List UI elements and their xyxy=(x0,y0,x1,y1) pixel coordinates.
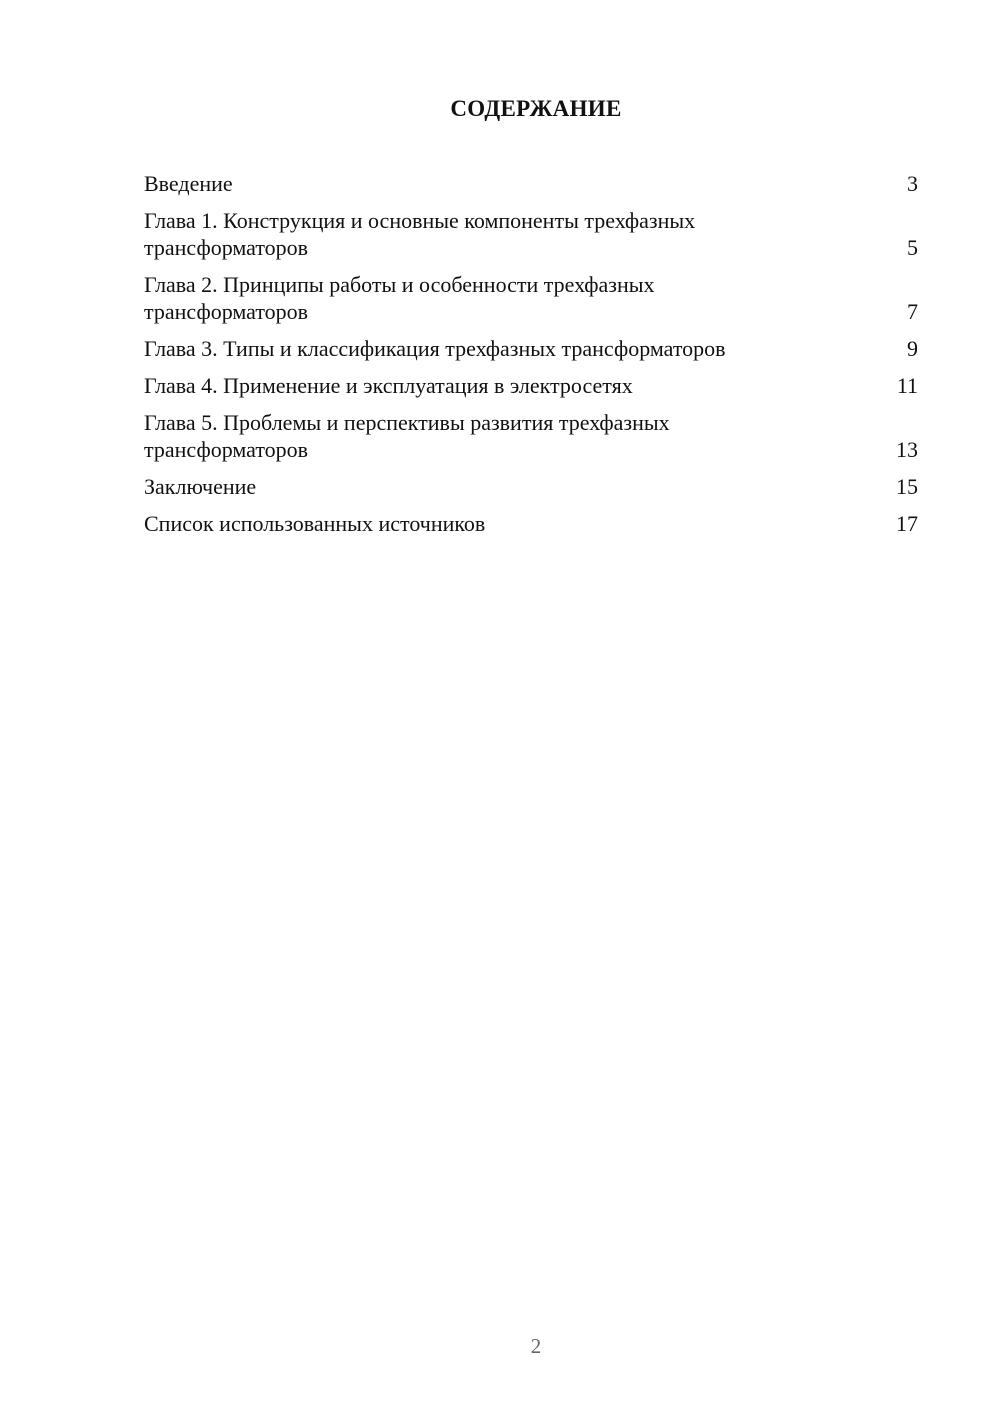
toc-entry-page: 17 xyxy=(896,511,918,536)
toc-entry-label: Глава 4. Применение и эксплуатация в электросетях xyxy=(144,373,633,398)
toc-entry-chapter-5 xyxy=(144,409,918,463)
toc-entry-label: Глава 3. Типы и классификация трехфазных трансформаторов xyxy=(144,336,726,361)
table-of-contents xyxy=(144,170,918,547)
toc-entry-references xyxy=(144,510,918,537)
page-title: СОДЕРЖАНИЕ xyxy=(450,96,622,121)
toc-entry-chapter-3 xyxy=(144,335,918,362)
toc-entry-page: 3 xyxy=(907,171,918,196)
toc-entry-conclusion xyxy=(144,473,918,500)
toc-entry-page: 13 xyxy=(896,437,918,462)
toc-entry-page: 5 xyxy=(907,235,918,260)
toc-entry-label: Заключение xyxy=(144,474,257,499)
page-number: 2 xyxy=(530,1334,542,1358)
toc-entry-chapter-1 xyxy=(144,207,918,261)
toc-entry-label: Глава 1. Конструкция и основные компоненты трехфазных трансформаторов xyxy=(144,208,696,260)
toc-entry-page: 15 xyxy=(896,474,918,499)
toc-entry-page: 7 xyxy=(907,299,918,324)
toc-entry-page: 11 xyxy=(896,373,918,398)
toc-entry-label: Глава 2. Принципы работы и особенности трехфазных трансформаторов xyxy=(144,272,655,324)
toc-entry-chapter-2 xyxy=(144,271,918,325)
toc-entry-label: Список использованных источников xyxy=(144,511,486,536)
toc-entry-label: Введение xyxy=(144,171,233,196)
toc-entry-chapter-4 xyxy=(144,372,918,399)
toc-entry-label: Глава 5. Проблемы и перспективы развития трехфазных трансформаторов xyxy=(144,410,670,462)
toc-entry-page: 9 xyxy=(907,336,918,361)
toc-entry-introduction xyxy=(144,170,918,197)
